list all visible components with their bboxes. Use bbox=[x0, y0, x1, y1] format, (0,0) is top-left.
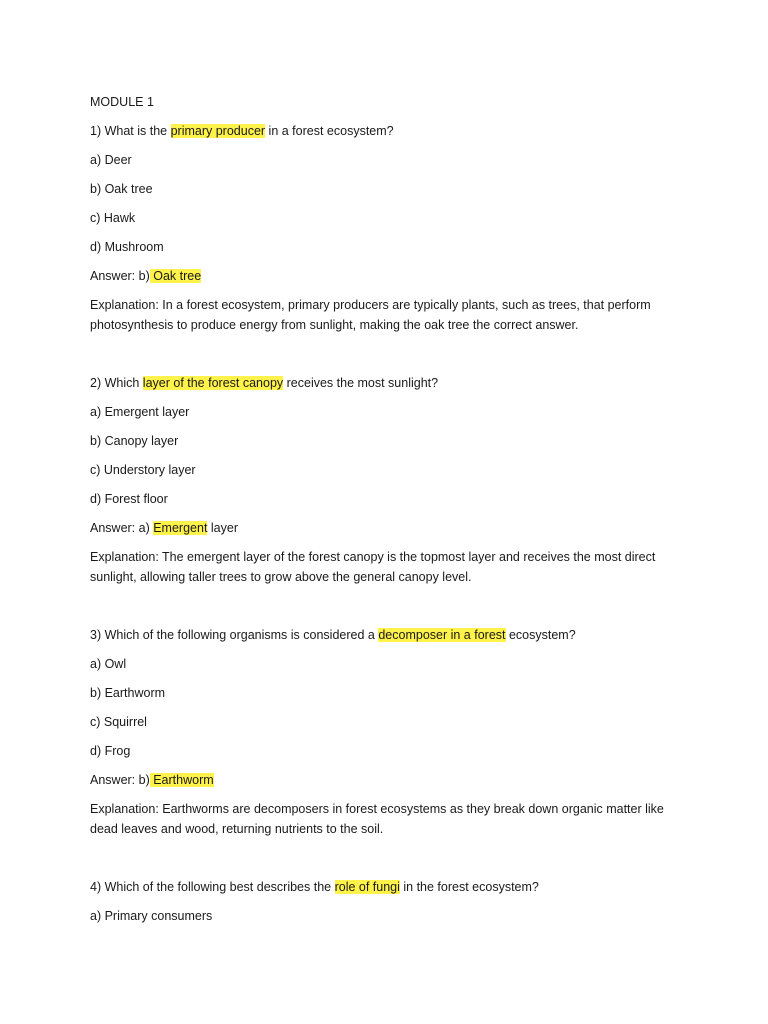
question-1-answer-highlight: Oak tree bbox=[149, 269, 202, 283]
question-3-pre: 3) Which of the following organisms is considered a bbox=[90, 628, 379, 642]
question-2-answer-pre: Answer: a) bbox=[90, 521, 154, 535]
question-3-option-a: a) Owl bbox=[90, 657, 127, 671]
question-block-1 bbox=[90, 121, 690, 335]
question-1-option-c: c) Hawk bbox=[90, 211, 136, 225]
question-3-text bbox=[90, 625, 690, 645]
question-1-explanation: Explanation: In a forest ecosystem, primary producers are typically plants, such as trees, that perform photosynthesis to produce energy from sunlight, making the oak tree the correct answer. bbox=[90, 298, 651, 332]
question-1-pre: 1) What is the bbox=[90, 124, 171, 138]
question-4-option-a: a) Primary consumers bbox=[90, 909, 213, 923]
question-2-answer-highlight: Emergent bbox=[153, 521, 208, 535]
question-4-post: in the forest ecosystem? bbox=[399, 880, 539, 894]
question-1-answer bbox=[90, 266, 690, 286]
question-3-option-d: d) Frog bbox=[90, 744, 131, 758]
question-3-answer-highlight: Earthworm bbox=[149, 773, 214, 787]
question-1-text bbox=[90, 121, 690, 141]
module-title: MODULE 1 bbox=[90, 95, 154, 109]
question-4-pre: 4) Which of the following best describes the bbox=[90, 880, 335, 894]
question-block-4 bbox=[90, 877, 690, 926]
question-2-answer bbox=[90, 518, 690, 538]
question-2-pre: 2) Which bbox=[90, 376, 143, 390]
question-1-option-a: a) Deer bbox=[90, 153, 132, 167]
question-1-answer-pre: Answer: b) bbox=[90, 269, 150, 283]
question-3-post: ecosystem? bbox=[505, 628, 576, 642]
question-1-post: in a forest ecosystem? bbox=[265, 124, 394, 138]
question-3-highlight: decomposer in a forest bbox=[378, 628, 506, 642]
question-3-explanation: Explanation: Earthworms are decomposers in forest ecosystems as they break down organic matter like dead leaves and wood, returning nutrients to the soil. bbox=[90, 802, 664, 836]
question-2-option-c: c) Understory layer bbox=[90, 463, 196, 477]
question-block-2 bbox=[90, 373, 690, 587]
question-3-answer bbox=[90, 770, 690, 790]
question-2-explanation: Explanation: The emergent layer of the forest canopy is the topmost layer and receives the most direct sunlight, allowing taller trees to grow above the general canopy level. bbox=[90, 550, 656, 584]
question-2-text bbox=[90, 373, 690, 393]
question-2-option-b: b) Canopy layer bbox=[90, 434, 179, 448]
question-2-highlight: layer of the forest canopy bbox=[142, 376, 284, 390]
question-4-highlight: role of fungi bbox=[334, 880, 400, 894]
question-3-option-b: b) Earthworm bbox=[90, 686, 166, 700]
question-2-post: receives the most sunlight? bbox=[283, 376, 439, 390]
question-3-option-c: c) Squirrel bbox=[90, 715, 147, 729]
question-block-3 bbox=[90, 625, 690, 839]
question-1-highlight: primary producer bbox=[170, 124, 266, 138]
question-1-option-b: b) Oak tree bbox=[90, 182, 153, 196]
question-1-option-d: d) Mushroom bbox=[90, 240, 164, 254]
question-2-option-a: a) Emergent layer bbox=[90, 405, 190, 419]
question-2-option-d: d) Forest floor bbox=[90, 492, 168, 506]
document-page bbox=[90, 92, 690, 935]
question-3-answer-pre: Answer: b) bbox=[90, 773, 150, 787]
question-4-text bbox=[90, 877, 690, 897]
question-2-answer-post: layer bbox=[207, 521, 238, 535]
